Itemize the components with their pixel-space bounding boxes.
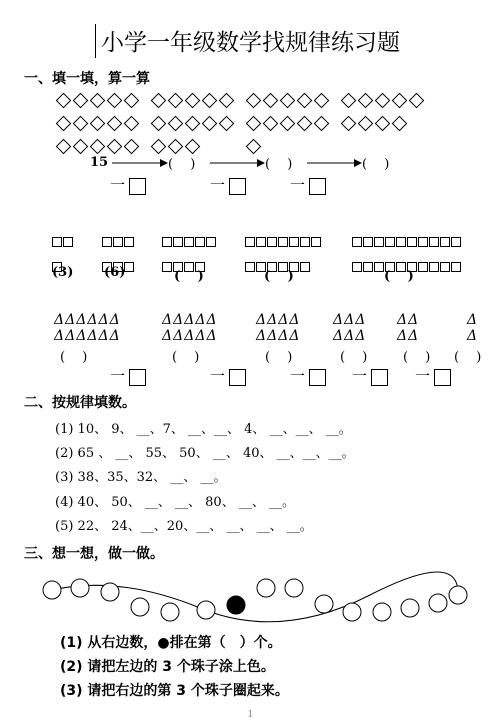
answer-box[interactable] xyxy=(129,369,146,386)
bead xyxy=(71,579,89,597)
section2-heading: 二、按规律填数。 xyxy=(24,395,136,411)
start-number: 15 xyxy=(90,155,109,170)
minus-box-5[interactable]: 一 xyxy=(210,365,246,386)
triangle-paren-4[interactable]: ( ) xyxy=(340,350,368,365)
minus-box-7[interactable]: 一 xyxy=(352,365,388,386)
minus-box-1[interactable] xyxy=(110,174,146,195)
bead xyxy=(161,603,179,621)
diamond-group-1 xyxy=(55,91,140,156)
arrow-lines xyxy=(112,155,402,171)
triangle-group-2: ΔΔΔΔΔ ΔΔΔΔΔ xyxy=(162,312,218,344)
square-label-3[interactable]: ( ) xyxy=(174,269,204,284)
diamond-group-2 xyxy=(150,91,235,156)
answer-paren-2[interactable]: ( ) xyxy=(265,157,293,172)
square-label-1: (3) xyxy=(52,265,74,280)
bead xyxy=(343,603,361,621)
bead xyxy=(315,595,333,613)
sequence-item-4[interactable]: (4) 40、 50、 __、 __、 80、 __、 __。 xyxy=(55,495,295,510)
bead xyxy=(197,601,215,619)
minus-sign: 一 xyxy=(110,176,126,194)
minus-box-2[interactable] xyxy=(210,174,246,195)
minus-box-4[interactable]: 一 xyxy=(110,365,146,386)
answer-box[interactable] xyxy=(129,178,146,195)
bead xyxy=(373,603,391,621)
question-3: (3) 请把右边的第 3 个珠子圈起来。 xyxy=(60,683,289,699)
minus-sign: 一 xyxy=(290,176,306,194)
bead-filled xyxy=(227,596,245,614)
answer-box[interactable] xyxy=(309,369,326,386)
square-label-5[interactable]: ( ) xyxy=(384,269,414,284)
bead xyxy=(401,599,419,617)
triangle-group-1: ΔΔΔΔΔΔ ΔΔΔΔΔΔ xyxy=(54,312,121,344)
bead xyxy=(101,583,119,601)
section1-heading: 一、填一填，算一算 xyxy=(24,71,150,87)
triangle-paren-2[interactable]: ( ) xyxy=(172,350,200,365)
bead xyxy=(43,581,61,599)
triangle-group-5: ΔΔ ΔΔ xyxy=(397,312,420,344)
sequence-item-3[interactable]: (3) 38、35、32、 __、 __。 xyxy=(55,470,227,485)
page-number: 1 xyxy=(247,710,254,720)
diamond-group-4 xyxy=(340,91,425,133)
answer-box[interactable] xyxy=(229,178,246,195)
triangle-paren-3[interactable]: ( ) xyxy=(265,350,293,365)
minus-box-3[interactable] xyxy=(290,174,326,195)
answer-box[interactable] xyxy=(434,369,451,386)
triangle-group-6: Δ Δ xyxy=(467,312,479,344)
diamond-group-3 xyxy=(245,91,330,156)
page-title: 小学一年级数学找规律练习题 xyxy=(101,30,400,56)
answer-box[interactable] xyxy=(229,369,246,386)
answer-paren-3[interactable]: ( ) xyxy=(362,157,390,172)
square-label-2: (6) xyxy=(104,265,126,280)
triangle-paren-5[interactable]: ( ) xyxy=(403,350,431,365)
minus-box-6[interactable]: 一 xyxy=(290,365,326,386)
sequence-item-2[interactable]: (2) 65 、 __、 55、 50、 __、 40、 __、__、__。 xyxy=(55,446,355,461)
sequence-item-5[interactable]: (5) 22、 24、__、20、__、 __、 __、 __。 xyxy=(55,519,313,534)
triangle-group-3: ΔΔΔΔ ΔΔΔΔ xyxy=(256,312,301,344)
triangle-paren-6[interactable]: ( ) xyxy=(454,350,482,365)
triangle-group-4: ΔΔΔ ΔΔΔ xyxy=(333,312,367,344)
triangle-paren-1[interactable]: ( ) xyxy=(60,350,88,365)
minus-box-8[interactable]: 一 xyxy=(415,365,451,386)
answer-box[interactable] xyxy=(309,178,326,195)
minus-sign: 一 xyxy=(210,176,226,194)
bead xyxy=(429,594,447,612)
square-label-4[interactable]: ( ) xyxy=(264,269,294,284)
bead-string xyxy=(30,570,480,630)
bead xyxy=(257,579,275,597)
bead xyxy=(285,579,303,597)
question-2: (2) 请把左边的 3 个珠子涂上色。 xyxy=(60,659,275,675)
section3-heading: 三、想一想，做一做。 xyxy=(24,546,164,562)
sequence-item-1[interactable]: (1) 10、 9、 __、7、 __、__、 4、 __、__、 __。 xyxy=(55,422,352,437)
bead xyxy=(131,598,149,616)
bead xyxy=(449,586,467,604)
answer-box[interactable] xyxy=(371,369,388,386)
question-1[interactable]: (1) 从右边数，●排在第（ ）个。 xyxy=(60,635,282,651)
answer-paren-1[interactable]: ( ) xyxy=(168,157,196,172)
